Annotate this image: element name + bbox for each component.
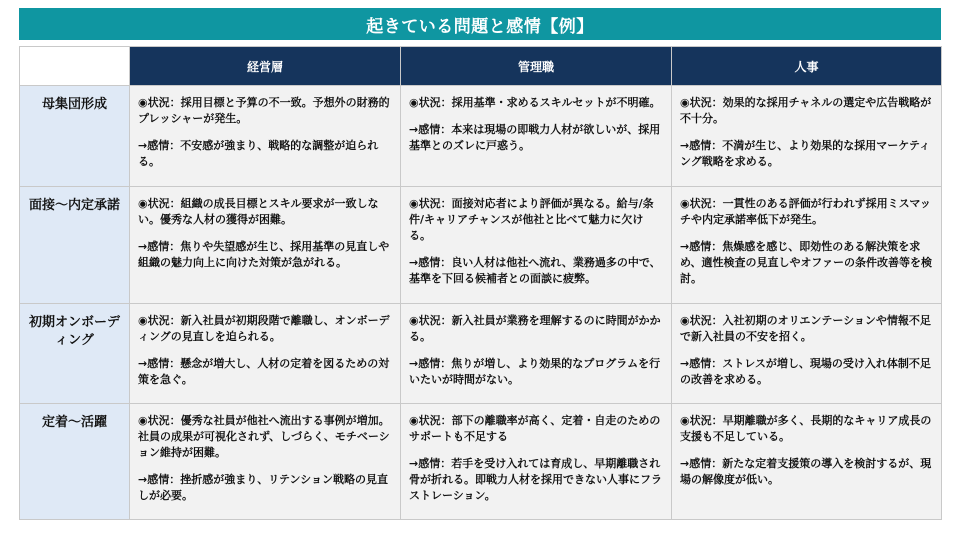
feeling-text: →感情：焦燥感を感じ、即効性のある解決策を求め、適性検査の見直しやオファーの条件改善等を検討。 <box>680 240 933 285</box>
situation-text: ◉状況：早期離職が多く、長期的なキャリア成長の支援も不足している。 <box>680 414 932 443</box>
situation-text: ◉状況：効果的な採用チャネルの選定や広告戦略が不十分。 <box>680 96 932 125</box>
table-cell <box>672 404 942 520</box>
header-row <box>20 47 942 86</box>
situation-text: ◉状況：部下の離職率が高く、定着・自走のためのサポートも不足する <box>409 414 661 443</box>
feeling-text: →感情：本来は現場の即戦力人材が欲しいが、採用基準とのズレに戸惑う。 <box>409 123 661 152</box>
table-row <box>20 404 942 520</box>
situation-text: ◉状況：一貫性のある評価が行われず採用ミスマッチや内定承諾率低下が発生。 <box>680 197 931 226</box>
column-header-managers: 管理職 <box>401 47 672 86</box>
column-header-hr: 人事 <box>672 47 942 86</box>
situation-text: ◉状況：採用目標と予算の不一致。予想外の財務的プレッシャーが発生。 <box>138 96 390 125</box>
situation-text: ◉状況：新入社員が業務を理解するのに時間がかかる。 <box>409 314 661 343</box>
situation-text: ◉状況：優秀な社員が他社へ流出する事例が増加。社員の成果が可視化されず、しづらく、モチベーション維持が困難。 <box>138 414 390 459</box>
table-cell <box>672 304 942 404</box>
table-cell <box>130 404 401 520</box>
table-row <box>20 304 942 404</box>
feeling-text: →感情：新たな定着支援策の導入を検討するが、現場の解像度が低い。 <box>680 457 932 486</box>
feeling-text: →感情：良い人材は他社へ流れ、業務過多の中で、基準を下回る候補者との面談に疲弊。 <box>409 256 661 285</box>
situation-text: ◉状況：採用基準・求めるスキルセットが不明確。 <box>409 96 661 109</box>
slide-title: 起きている問題と感情【例】 <box>19 8 941 40</box>
feeling-text: →感情：ストレスが増し、現場の受け入れ体制不足の改善を求める。 <box>680 357 931 386</box>
situation-text: ◉状況：面接対応者により評価が異なる。給与/条件/キャリアチャンスが他社と比べて魅力に欠ける。 <box>409 197 654 242</box>
table-cell <box>130 187 401 304</box>
table-row <box>20 187 942 304</box>
corner-cell <box>20 47 130 86</box>
situation-text: ◉状況：組織の成長目標とスキル要求が一致しない。優秀な人材の獲得が困難。 <box>138 197 379 226</box>
table-row <box>20 86 942 187</box>
row-header: 定着〜活躍 <box>20 404 130 520</box>
feeling-text: →感情：不安感が強まり、戦略的な調整が迫られる。 <box>138 139 379 168</box>
row-header: 初期オンボーディング <box>20 304 130 404</box>
feeling-text: →感情：挫折感が強まり、リテンション戦略の見直しが必要。 <box>138 473 388 502</box>
column-header-executives: 経営層 <box>130 47 401 86</box>
table-cell <box>672 86 942 187</box>
feeling-text: →感情：焦りや失望感が生じ、採用基準の見直しや組織の魅力向上に向けた対策が急がれる。 <box>138 240 390 269</box>
feeling-text: →感情：懸念が増大し、人材の定着を図るための対策を急ぐ。 <box>138 357 390 386</box>
situation-text: ◉状況：新入社員が初期段階で離職し、オンボーディングの見直しを迫られる。 <box>138 314 390 343</box>
table-cell <box>401 404 672 520</box>
table-cell <box>130 86 401 187</box>
table-cell <box>672 187 942 304</box>
situation-text: ◉状況：入社初期のオリエンテーションや情報不足で新入社員の不安を招く。 <box>680 314 931 343</box>
feeling-text: →感情：不満が生じ、より効果的な採用マーケティング戦略を求める。 <box>680 139 931 168</box>
feeling-text: →感情：若手を受け入れては育成し、早期離職され骨が折れる。即戦力人材を採用できない人事にフラストレーション。 <box>409 457 662 502</box>
row-header: 母集団形成 <box>20 86 130 187</box>
table-cell <box>401 304 672 404</box>
table-cell <box>130 304 401 404</box>
problem-emotion-table <box>19 46 942 520</box>
row-header: 面接〜内定承諾 <box>20 187 130 304</box>
table-cell <box>401 187 672 304</box>
feeling-text: →感情：焦りが増し、より効果的なプログラムを行いたいが時間がない。 <box>409 357 661 386</box>
table-cell <box>401 86 672 187</box>
